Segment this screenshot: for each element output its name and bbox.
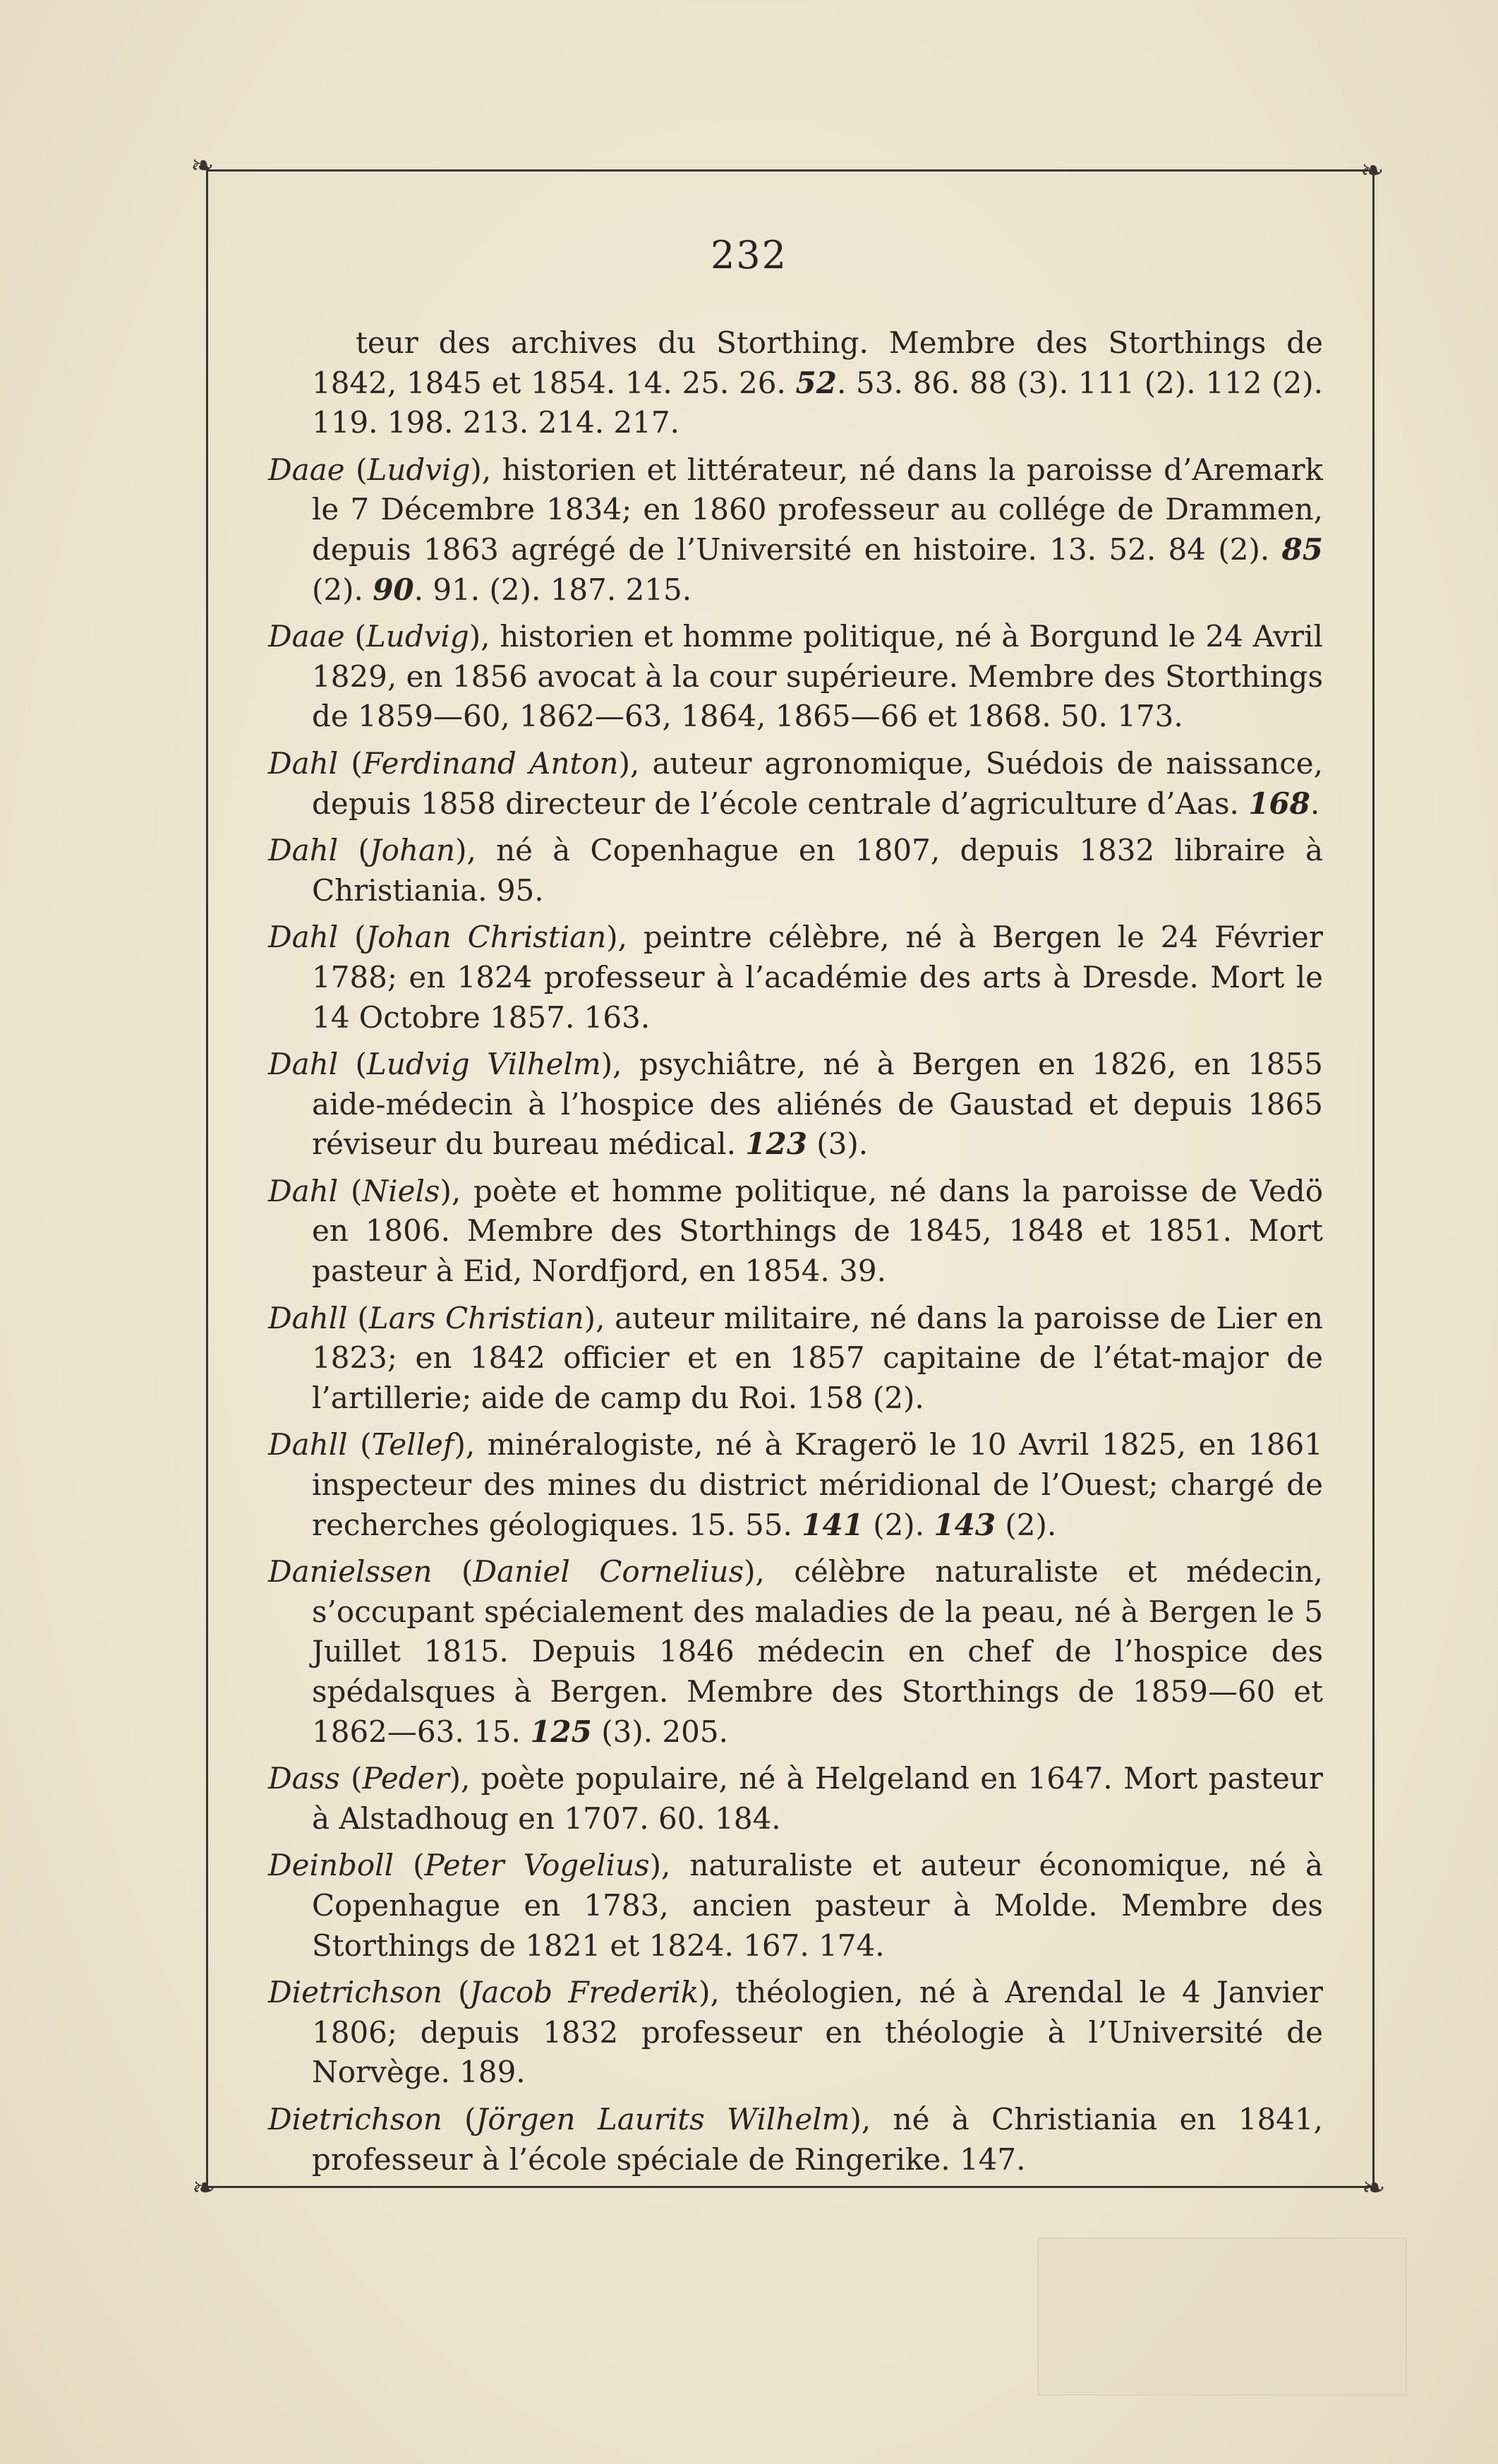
entry-surname: Deinboll [268, 1848, 394, 1883]
index-entry: Daae (Ludvig), historien et littérateur, né dans la paroisse d’Aremark le 7 Décembre 1834; en 1860 professeur au collége de Drammen, depuis 1863 agrégé de l’Université en histoire. 13. 52. 84 (2). 85 (2). 90. 91. (2). 187. 215. [268, 452, 1323, 607]
entry-text: , historien et homme politique, né à Borgund le 24 Avril 1829, en 1856 avocat à la cour supérieure. Membre des Storthings de 1859—60, 1862—63, 1864, 1865—66 et 1868. 50. 173. [312, 619, 1323, 734]
index-entries [268, 323, 1323, 2187]
index-entry: Dass (Peder), poète populaire, né à Helgeland en 1647. Mort pasteur à Alstadhoug en 1707. 60. 184. [268, 1761, 1323, 1836]
index-entry: Daae (Ludvig), historien et homme politique, né à Borgund le 24 Avril 1829, en 1856 avocat à la cour supérieure. Membre des Storthings de 1859—60, 1862—63, 1864, 1865—66 et 1868. 50. 173. [268, 619, 1323, 734]
entry-surname: Dahl [268, 833, 339, 868]
entry-text: (3). [807, 1126, 869, 1162]
index-entry: Dahl (Johan Christian), peintre célèbre, né à Bergen le 24 Février 1788; en 1824 professeur à l’académie des arts à Dresde. Mort le 14 Octobre 1857. 163. [268, 920, 1323, 1035]
emphasized-page-ref: 52 [795, 365, 837, 400]
entry-text: . 91. (2). 187. 215. [413, 572, 692, 607]
entry-given-names: Johan [369, 833, 456, 868]
entry-text: , naturaliste et auteur économique, né à Copenhague en 1783, ancien pasteur à Molde. Membre des Storthings de 1821 et 1824. 167. 174. [312, 1848, 1323, 1963]
frame-corner-ornament: ❧ [191, 150, 215, 182]
index-entry: Dahl (Ludvig Vilhelm), psychiâtre, né à Bergen en 1826, en 1855 aide-médecin à l’hospice des aliénés de Gaustad et depuis 1865 réviseur du bureau médical. 123 (3). [268, 1047, 1323, 1162]
entry-given-names: Jörgen Laurits Wilhelm [476, 2101, 850, 2137]
emphasized-page-ref: 90 [373, 572, 414, 607]
entry-given-names: Lars Christian [368, 1300, 584, 1335]
entry-text: teur des archives du Storthing. Membre des Storthings de 1842, 1845 et 1854. 14. 25. 26. [312, 325, 1323, 400]
entry-surname: Danielssen [268, 1554, 433, 1589]
entry-given-names: Johan Christian [366, 920, 607, 955]
entry-given-names: Ludvig [367, 452, 471, 487]
index-entry: Dahl (Johan), né à Copenhague en 1807, depuis 1832 libraire à Christiania. 95. [268, 833, 1323, 908]
entry-surname: Dahl [268, 1047, 339, 1082]
emphasized-page-ref: 141 [802, 1507, 864, 1542]
emphasized-page-ref: 85 [1281, 531, 1323, 567]
entry-surname: Dietrichson [268, 1975, 442, 2010]
index-entry: Dietrichson (Jörgen Laurits Wilhelm), né à Christiania en 1841, professeur à l’école spéciale de Ringerike. 147. [268, 2101, 1323, 2177]
entry-surname: Dahll [268, 1300, 348, 1335]
frame-corner-ornament: ❧ [1360, 155, 1384, 187]
entry-text: , historien et littérateur, né dans la paroisse d’Aremark le 7 Décembre 1834; en 1860 professeur au collége de Drammen, depuis 1863 agrégé de l’Université en histoire. 13. 52. 84 (2). [312, 452, 1323, 567]
entry-text: , minéralogiste, né à Kragerö le 10 Avril 1825, en 1861 inspecteur des mines du district méridional de l’Ouest; chargé de recherches géologiques. 15. 55. [312, 1427, 1323, 1542]
entry-given-names: Ferdinand Anton [362, 745, 619, 781]
entry-text: (2). [996, 1507, 1057, 1542]
emphasized-page-ref: 123 [745, 1126, 807, 1162]
page-number: 232 [710, 233, 788, 277]
entry-surname: Dahl [268, 1173, 339, 1208]
index-entry: Dahll (Lars Christian), auteur militaire, né dans la paroisse de Lier en 1823; en 1842 officier et en 1857 capitaine de l’état-major de l’artillerie; aide de camp du Roi. 158 (2). [268, 1300, 1323, 1415]
entry-given-names: Ludvig Vilhelm [366, 1047, 601, 1082]
index-entry: Deinboll (Peter Vogelius), naturaliste et auteur économique, né à Copenhague en 1783, ancien pasteur à Molde. Membre des Storthings de 1821 et 1824. 167. 174. [268, 1848, 1323, 1963]
entry-surname: Daae [268, 452, 345, 487]
entry-surname: Dass [268, 1761, 340, 1796]
entry-text: (2). [863, 1507, 934, 1542]
entry-given-names: Jacob Frederik [469, 1975, 699, 2010]
paper-stain [1037, 2237, 1407, 2396]
entry-given-names: Peter Vogelius [424, 1848, 650, 1883]
entry-given-names: Peder [362, 1761, 449, 1796]
entry-text: , né à Christiania en 1841, professeur à l’école spéciale de Ringerike. 147. [312, 2101, 1323, 2177]
entry-text: , poète populaire, né à Helgeland en 1647. Mort pasteur à Alstadhoug en 1707. 60. 184. [312, 1761, 1323, 1836]
entry-surname: Dahl [268, 745, 339, 781]
entry-text: , célèbre naturaliste et médecin, s’occupant spécialement des maladies de la peau, né à Bergen le 5 Juillet 1815. Depuis 1846 médecin en chef de l’hospice des spédalsques à Bergen. Membre des Storthings de 1859—60 et 1862—63. 15. [312, 1554, 1323, 1749]
entry-text: (2). [312, 572, 373, 607]
emphasized-page-ref: 168 [1248, 786, 1310, 821]
entry-text: (3). 205. [591, 1714, 728, 1749]
entry-given-names: Tellef [371, 1427, 454, 1462]
entry-text: , peintre célèbre, né à Bergen le 24 Février 1788; en 1824 professeur à l’académie des arts à Dresde. Mort le 14 Octobre 1857. 163. [312, 920, 1323, 1035]
frame-corner-ornament: ❧ [1362, 2172, 1386, 2204]
entry-text: , psychiâtre, né à Bergen en 1826, en 1855 aide-médecin à l’hospice des aliénés de Gaustad et depuis 1865 réviseur du bureau médical. [312, 1047, 1323, 1162]
index-entry: Dahll (Tellef), minéralogiste, né à Kragerö le 10 Avril 1825, en 1861 inspecteur des mines du district méridional de l’Ouest; chargé de recherches géologiques. 15. 55. 141 (2). 143 (2). [268, 1427, 1323, 1542]
entry-surname: Daae [268, 619, 345, 654]
entry-text: . 53. 86. 88 (3). 111 (2). 112 (2). 119. 198. 213. 214. 217. [312, 365, 1323, 440]
emphasized-page-ref: 143 [934, 1507, 996, 1542]
index-entry [268, 323, 1323, 443]
frame-corner-ornament: ❧ [192, 2172, 216, 2204]
index-entry: Dahl (Ferdinand Anton), auteur agronomique, Suédois de naissance, depuis 1858 directeur de l’école centrale d’agriculture d’Aas. 168. [268, 745, 1323, 821]
entry-text: , auteur militaire, né dans la paroisse de Lier en 1823; en 1842 officier et en 1857 capitaine de l’état-major de l’artillerie; aide de camp du Roi. 158 (2). [312, 1300, 1323, 1415]
entry-text: . [1310, 786, 1320, 821]
emphasized-page-ref: 125 [530, 1714, 592, 1749]
entry-given-names: Daniel Cornelius [473, 1554, 744, 1589]
entry-text: , poète et homme politique, né dans la paroisse de Vedö en 1806. Membre des Storthings de 1845, 1848 et 1851. Mort pasteur à Eid, Nordfjord, en 1854. 39. [312, 1173, 1323, 1289]
index-entry: Danielssen (Daniel Cornelius), célèbre naturaliste et médecin, s’occupant spécialement des maladies de la peau, né à Bergen le 5 Juillet 1815. Depuis 1846 médecin en chef de l’hospice des spédalsques à Bergen. Membre des Storthings de 1859—60 et 1862—63. 15. 125 (3). 205. [268, 1554, 1323, 1749]
entry-given-names: Ludvig [366, 619, 469, 654]
entry-surname: Dahl [268, 920, 339, 955]
entry-text: , théologien, né à Arendal le 4 Janvier 1806; depuis 1832 professeur en théologie à l’Université de Norvège. 189. [312, 1975, 1323, 2090]
entry-surname: Dietrichson [268, 2101, 442, 2137]
entry-surname: Dahll [268, 1427, 348, 1462]
entry-given-names: Niels [362, 1173, 440, 1208]
entry-text: , né à Copenhague en 1807, depuis 1832 libraire à Christiania. 95. [312, 833, 1323, 908]
index-entry: Dietrichson (Jacob Frederik), théologien, né à Arendal le 4 Janvier 1806; depuis 1832 professeur en théologie à l’Université de Norvège. 189. [268, 1975, 1323, 2090]
entry-text: , auteur agronomique, Suédois de naissance, depuis 1858 directeur de l’école centrale d’agriculture d’Aas. [312, 745, 1323, 821]
index-entry: Dahl (Niels), poète et homme politique, né dans la paroisse de Vedö en 1806. Membre des Storthings de 1845, 1848 et 1851. Mort pasteur à Eid, Nordfjord, en 1854. 39. [268, 1173, 1323, 1289]
